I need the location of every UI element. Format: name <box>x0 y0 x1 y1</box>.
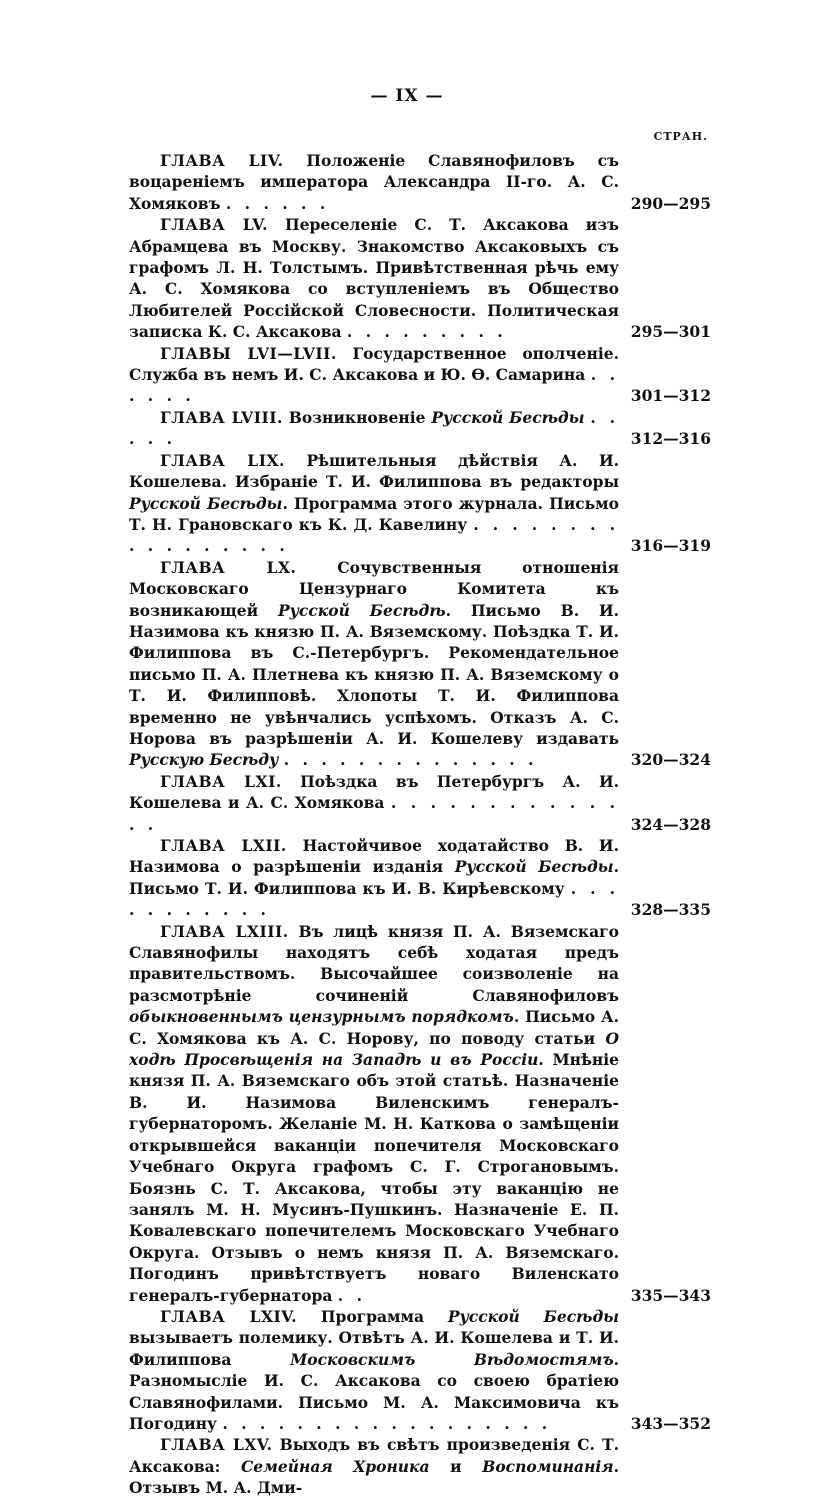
page-range: 335—343 <box>630 1285 711 1305</box>
page-number: — IX — <box>370 86 444 106</box>
entry-text: и <box>429 1456 483 1476</box>
toc-entry <box>129 214 711 342</box>
toc-entry <box>129 921 711 1306</box>
entry-text: Программа <box>320 1306 448 1326</box>
page-range: 290—295 <box>630 193 711 213</box>
chapter-label: ГЛАВА LXII. <box>160 836 287 855</box>
toc-entry <box>129 150 711 214</box>
toc-entry <box>129 407 711 450</box>
leader-dots: . . <box>337 1285 366 1305</box>
journal-title: Русской Бесѣды <box>447 1306 619 1326</box>
article-title: О ходѣ Просвѣщенія на Западѣ и въ Россіи <box>129 1028 619 1070</box>
journal-title: Русской Бесѣдѣ <box>277 600 446 620</box>
chapter-label: ГЛАВЫ LVI—LVII. <box>160 343 337 363</box>
leader-dots: . . . . . . . . . <box>346 322 507 342</box>
leader-dots: . . . . . . . . . . . . . . <box>283 750 538 770</box>
entry-text: . Отзывъ М. А. Дми- <box>129 1456 619 1498</box>
toc-entry <box>129 450 711 557</box>
entry-text: . Письмо В. И. Назимова къ князю П. А. Вяземскому. Поѣздка Т. И. Филиппова въ С.-Петербургъ. Рекомендательное письмо П. А. Плетнева къ князю П. А. Вяземскому о Т. И. Филипповѣ. Хлопоты Т. И. Филиппова временно не увѣнчались успѣхомъ. Отказъ А. С. Норова въ разрѣшеніи А. И. Кошелеву издавать <box>129 600 619 748</box>
work-title: Воспоминанія <box>482 1456 614 1476</box>
journal-title: Русскую Бесѣду <box>129 750 279 770</box>
entry-text: Настойчивое ходатайство В. И. Назимова о разрѣшеніи изданія <box>129 836 619 877</box>
chapter-label: ГЛАВА LXI. <box>160 771 282 791</box>
leader-dots: . . . . . . <box>225 193 330 213</box>
entry-text: . Программа этого журнала. Письмо Т. Н. Грановскаго къ К. Д. Кавелину <box>129 493 619 534</box>
entry-text: Положеніе Славянофиловъ съ воцареніемъ императора Александра II-го. А. С. Хомяковъ <box>129 151 619 213</box>
leader-dots: . . . . . . . . . . . . . . . . . <box>129 514 619 556</box>
entry-text: Государственное ополченіе. Служба въ немъ И. С. Аксакова и Ю. Ѳ. Самарина <box>129 343 619 385</box>
journal-title: Русской Бесѣды <box>431 407 585 427</box>
journal-title: Русской Бесѣды <box>454 857 614 877</box>
entry-text: Рѣшительныя дѣйствія А. И. Кошелева. Избраніе Т. И. Филиппова въ редакторы <box>129 450 619 492</box>
entry-text: . Письмо Т. И. Филиппова къ И. В. Кирѣевскому <box>129 857 619 898</box>
entry-text: вызываетъ полемику. Отвѣтъ А. И. Кошелева и Т. И. Филиппова <box>129 1328 619 1369</box>
chapter-label: ГЛАВА LX. <box>160 557 297 577</box>
entry-text: Сочувственныя отношенія Московскаго Цензурнаго Комитета къ возникающей <box>129 557 619 620</box>
entry-text: Въ лицѣ князя П. А. Вяземскаго Славянофилы находятъ себѣ ходатая предъ правительствомъ. Высочайшее соизволеніе на разсмотрѣніе сочиненій Славянофиловъ <box>129 921 619 1005</box>
page-range: 324—328 <box>630 814 711 834</box>
leader-dots: . . . . . . . . . . . . . . <box>129 793 619 834</box>
leader-dots: . . . . . . . . . . . . . . . . . . <box>222 1413 552 1433</box>
pages-column-header: СТРАН. <box>653 130 708 143</box>
toc-entry <box>129 835 711 921</box>
entry-text: . Мнѣніе князя П. А. Вяземскаго объ этой статьѣ. Назначеніе В. И. Назимова Виленскимъ генералъ-губернаторомъ. Желаніе М. Н. Каткова о замѣщеніи открывшейся ваканціи попечителя Московскаго Учебнаго Округа графомъ С. Г. Строгановымъ. Боязнь С. Т. Аксакова, чтобы эту ваканцію не занялъ М. Н. Мусинъ-Пушкинъ. Назначеніе Е. П. Ковалевскаго попечителемъ Московскаго Учебнаго Округа. Отзывъ о немъ князя П. А. Вяземскаго. Погодинъ привѣтствуетъ новаго Виленскато генералъ-губернатора <box>129 1050 619 1305</box>
leader-dots: . . . . . . . . . . . <box>129 878 619 920</box>
page-range: 328—335 <box>630 900 711 920</box>
page-range: 316—319 <box>630 536 711 556</box>
chapter-label: ГЛАВА LXIII. <box>160 921 289 941</box>
entry-text: Поѣздка въ Петербургъ А. И. Кошелева и А. С. Хомякова <box>129 771 619 813</box>
leader-dots: . . . . . . <box>129 365 619 406</box>
toc-entry <box>129 557 711 771</box>
chapter-label: ГЛАВА LXIV. <box>160 1306 297 1326</box>
journal-title: Московскимъ Вѣдомостямъ <box>290 1349 614 1369</box>
toc-entry <box>129 343 711 407</box>
entry-text: Возникновеніе <box>288 407 432 427</box>
chapter-label: ГЛАВА LIX. <box>160 450 285 470</box>
work-title: Семейная Хроника <box>240 1456 430 1476</box>
entry-text: . Разномысліе И. С. Аксакова со своею братіею Славянофилами. Письмо М. А. Максимовича къ Погодину <box>129 1349 619 1433</box>
entry-text: Выходъ въ свѣтъ произведенія С. Т. Аксакова: <box>129 1435 619 1476</box>
table-of-contents <box>129 150 711 1499</box>
journal-title: Русской Бесѣды <box>129 493 283 513</box>
chapter-label: ГЛАВА LVIII. <box>160 407 283 427</box>
chapter-label: ГЛАВА LV. <box>160 215 269 235</box>
chapter-label: ГЛАВА LXV. <box>160 1435 273 1455</box>
entry-text: . Письмо А. С. Хомякова къ А. С. Норову, по поводу статьи <box>129 1007 619 1048</box>
page-range: 343—352 <box>630 1413 711 1433</box>
toc-entry <box>129 1306 711 1434</box>
toc-entry <box>129 771 711 835</box>
page-range: 312—316 <box>630 429 711 449</box>
page-range: 295—301 <box>630 322 711 342</box>
italic-phrase: обыкновеннымъ цензурнымъ порядкомъ <box>129 1007 514 1027</box>
toc-entry <box>129 1434 711 1498</box>
entry-text: Переселеніе С. Т. Аксакова изъ Абрамцева въ Москву. Знакомство Аксаковыхъ съ графомъ Л. Н. Толстымъ. Привѣтственная рѣчь ему А. С. Хомякова со вступленіемъ въ Общество Любителей Россійской Словесности. Политическая записка К. С. Аксакова <box>129 215 619 342</box>
chapter-label: ГЛАВА LIV. <box>160 151 284 170</box>
page-range: 301—312 <box>630 386 711 406</box>
leader-dots: . . . . . <box>129 407 619 449</box>
page-range: 320—324 <box>630 750 711 770</box>
